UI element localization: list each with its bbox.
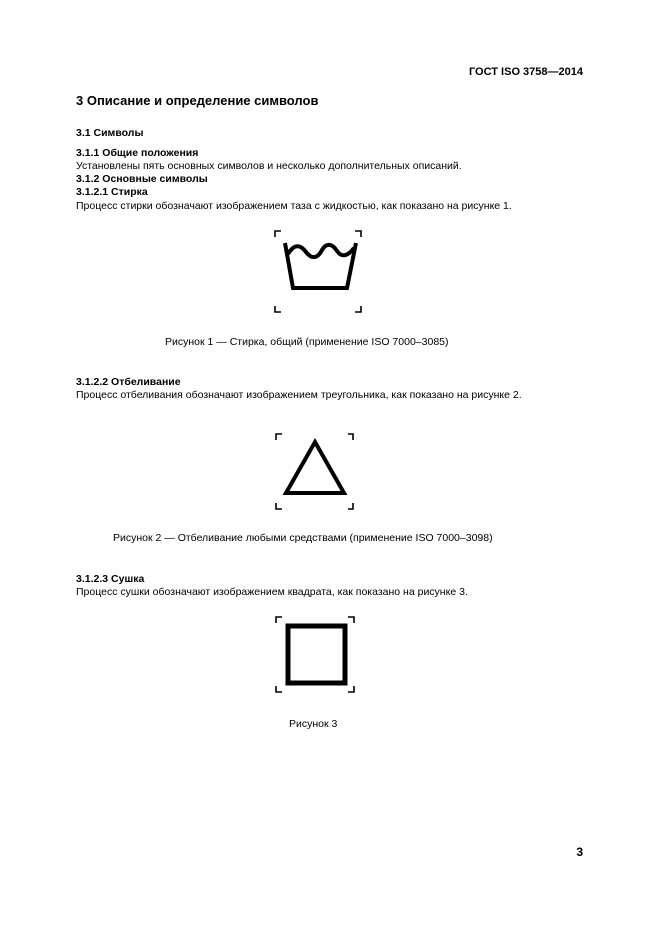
square-icon xyxy=(274,614,358,698)
figure-1-caption: Рисунок 1 — Стирка, общий (применение ISO 7000–3085) xyxy=(165,336,449,348)
text-3-1-2-2: Процесс отбеливания обозначают изображением треугольника, как показано на рисунке 2. xyxy=(76,389,522,401)
subsection-3-1: 3.1 Символы xyxy=(76,127,144,139)
text-3-1-2-3: Процесс сушки обозначают изображением квадрата, как показано на рисунке 3. xyxy=(76,586,468,598)
text-3-1-1: Установлены пять основных символов и несколько дополнительных описаний. xyxy=(76,160,462,172)
standard-designation: ГОСТ ISO 3758—2014 xyxy=(468,66,583,78)
subsection-3-1-2-3: 3.1.2.3 Сушка xyxy=(76,573,145,585)
page-number: 3 xyxy=(576,845,583,859)
subsection-3-1-1: 3.1.1 Общие положения xyxy=(76,147,199,159)
subsection-3-1-2: 3.1.2 Основные символы xyxy=(76,173,208,185)
subsection-3-1-2-1: 3.1.2.1 Стирка xyxy=(76,186,148,198)
subsection-3-1-2-2: 3.1.2.2 Отбеливание xyxy=(76,376,181,388)
washtub-icon xyxy=(270,226,366,318)
figure-3-caption: Рисунок 3 xyxy=(289,718,338,730)
triangle-icon xyxy=(273,430,357,514)
text-3-1-2-1: Процесс стирки обозначают изображением таза с жидкостью, как показано на рисунке 1. xyxy=(76,200,512,212)
section-title: 3 Описание и определение символов xyxy=(76,93,319,108)
figure-2-caption: Рисунок 2 — Отбеливание любыми средствами (применение ISO 7000–3098) xyxy=(113,532,493,544)
